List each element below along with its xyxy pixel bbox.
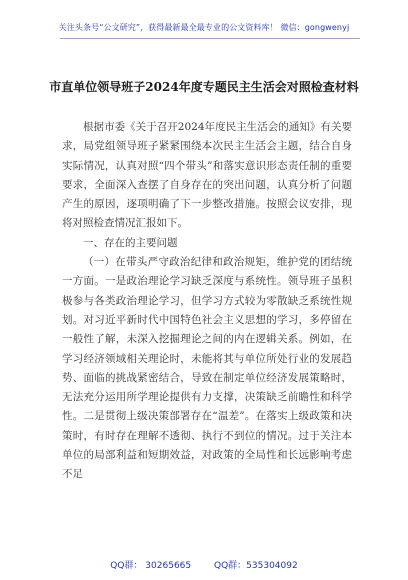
qq-group-left: QQ群： 30265665 bbox=[110, 561, 192, 571]
paragraph-item-1: （一）在带头严守政治纪律和政治规矩，维护党的团结统一方面。一是政治理论学习缺乏深度与系统性。领导班子虽积极参与各类政治理论学习，但学习方式较为零散缺乏系统性规划。对习近平新时代中国特色社会主义思想的学习，多停留在一般性了解，未深入挖掘理论之间的内在逻辑关系。例如，在学习经济领域相关理论时，未能将其与单位所处行业的发展趋势、面临的挑战紧密结合，导致在制定单位经济发展策略时，无法充分运用所学理论提供有力支撑，决策缺乏前瞻性和科学性。二是贯彻上级决策部署存在“温差”。在落实上级政策和决策时，有时存在理解不透彻、执行不到位的情况。过于关注本单位的局部利益和短期效益，对政策的全局性和长远影响考虑不足 bbox=[62, 256, 352, 481]
section-heading: 一、存在的主要问题 bbox=[83, 236, 178, 249]
paragraph-intro: 根据市委《关于召开2024年度民主生活会的通知》有关要求，局党组领导班子紧紧围绕本次民主生活会主题，结合自身实际情况，认真对照“四个带头”和落实意识形态责任制的重要要求，全面深入查摆了自身存在的突出问题，认真分析了问题产生的原因，逐项明确了下一步整改措施。按照会议安排，现将对照检查情况汇报如下。 bbox=[62, 121, 352, 230]
document-body bbox=[62, 118, 352, 485]
header-divider bbox=[60, 38, 360, 39]
document-title: 市直单位领导班子2024年度专题民主生活会对照检查材料 bbox=[49, 80, 359, 94]
header-banner: 关注头条号“公文研究”，获得最新最全最专业的公文资料库！ 微信：gongwenyj bbox=[58, 23, 350, 32]
qq-group-right: QQ群：535304092 bbox=[214, 561, 298, 571]
footer-qq-groups bbox=[0, 558, 408, 571]
